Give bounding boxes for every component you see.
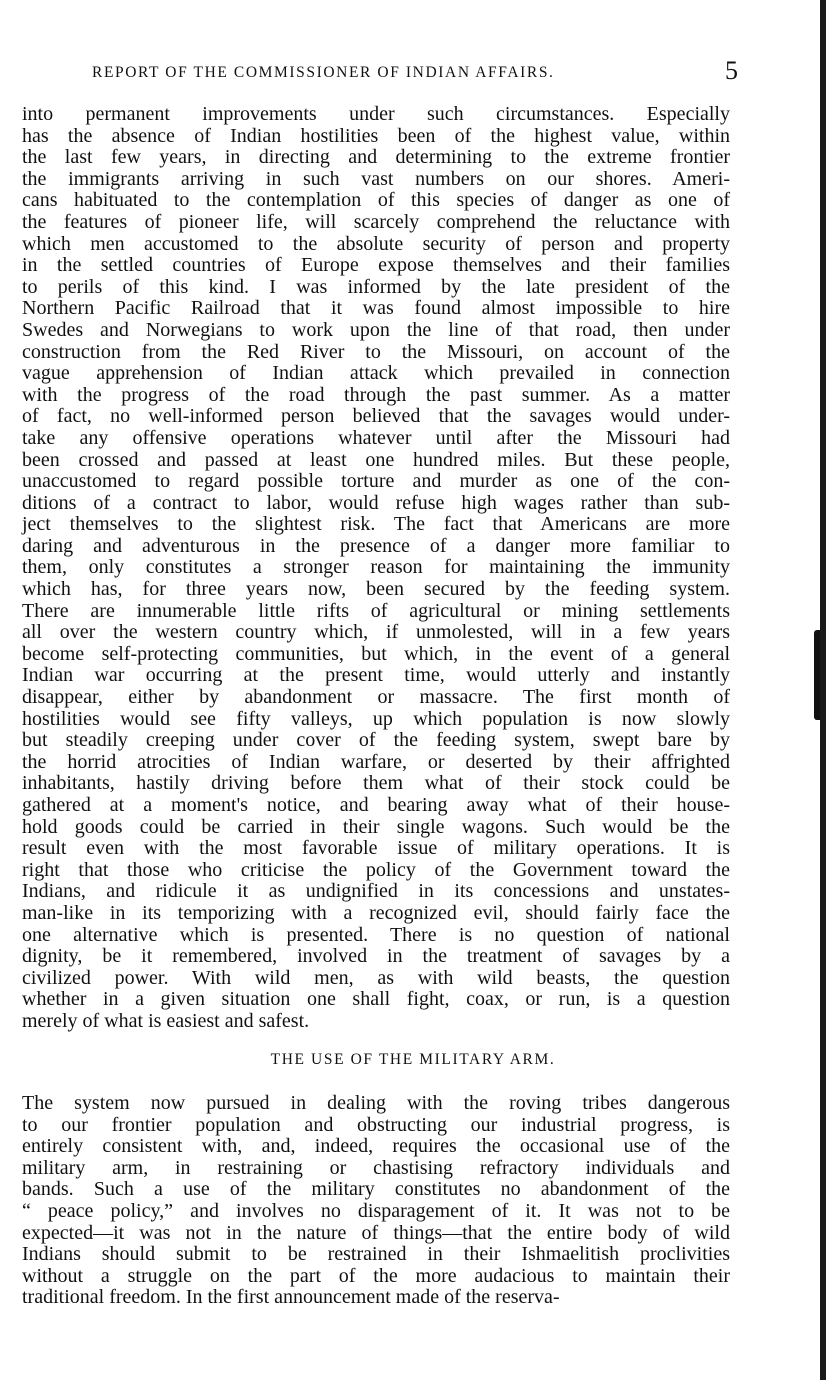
text-line: the last few years, in directing and determining to the extreme frontier <box>22 146 730 169</box>
page-header <box>92 56 738 90</box>
text-line: civilized power. With wild men, as with wild beasts, the question <box>22 966 730 989</box>
text-line: gathered at a moment's notice, and bearing away what of their house- <box>22 794 730 816</box>
text-line: The system now pursued in dealing with the roving tribes dangerous <box>22 1092 730 1114</box>
section-heading: THE USE OF THE MILITARY ARM. <box>270 1051 556 1068</box>
text-line: whether in a given situation one shall fight, coax, or run, is a question <box>22 988 730 1011</box>
text-line: Northern Pacific Railroad that it was found almost impossible to hire <box>22 297 730 320</box>
text-line: traditional freedom. In the first announcement made of the reserva- <box>22 1286 560 1309</box>
paragraph-1 <box>22 104 730 1033</box>
text-line: all over the western country which, if unmolested, will in a few years <box>22 621 730 644</box>
text-line: Swedes and Norwegians to work upon the line of that road, then under <box>22 318 730 341</box>
text-line: There are innumerable little rifts of agricultural or mining settlements <box>22 599 730 622</box>
text-line: into permanent improvements under such circumstances. Especially <box>22 103 730 125</box>
text-line: construction from the Red River to the Missouri, on account of the <box>22 340 730 363</box>
text-line: them, only constitutes a stronger reason for maintaining the immunity <box>22 556 730 579</box>
text-line: which men accustomed to the absolute security of person and property <box>22 232 730 255</box>
text-line: to perils of this kind. I was informed by the late president of the <box>22 275 730 298</box>
text-line: hold goods could be carried in their single wagons. Such would be the <box>22 815 730 838</box>
text-line: of fact, no well-informed person believed that the savages would under- <box>22 405 730 428</box>
paragraph-2 <box>22 1093 730 1309</box>
text-line: in the settled countries of Europe expose themselves and their families <box>22 254 730 277</box>
running-head: REPORT OF THE COMMISSIONER OF INDIAN AFFAIRS. <box>92 64 555 81</box>
text-line: Indians should submit to be restrained in their Ishmaelitish proclivities <box>22 1243 730 1266</box>
text-line: Indians, and ridicule it as undignified in its concessions and unstates- <box>22 880 730 903</box>
text-line: the horrid atrocities of Indian warfare, or deserted by their affrighted <box>22 750 730 773</box>
text-line: hostilities would see fifty valleys, up which population is now slowly <box>22 707 730 730</box>
text-line: military arm, in restraining or chastising refractory individuals and <box>22 1156 730 1179</box>
text-line: result even with the most favorable issue of military operations. It is <box>22 837 730 860</box>
text-line: with the progress of the road through the past summer. As a matter <box>22 383 730 406</box>
text-line: entirely consistent with, and, indeed, requires the occasional use of the <box>22 1135 730 1158</box>
text-line: right that those who criticise the policy of the Government toward the <box>22 858 730 881</box>
text-line: the immigrants arriving in such vast numbers on our shores. Ameri- <box>22 167 730 190</box>
text-line: unaccustomed to regard possible torture and murder as one of the con- <box>22 470 730 493</box>
page-number: 5 <box>725 56 738 85</box>
text-line: has the absence of Indian hostilities been of the highest value, within <box>22 124 730 147</box>
text-line: been crossed and passed at least one hundred miles. But these people, <box>22 448 730 471</box>
page-edge <box>820 0 826 1380</box>
text-line: merely of what is easiest and safest. <box>22 1009 310 1032</box>
text-line: to our frontier population and obstructing our industrial progress, is <box>22 1113 730 1136</box>
text-line: inhabitants, hastily driving before them what of their stock could be <box>22 772 730 795</box>
page-edge-mark <box>814 630 820 720</box>
text-line: the features of pioneer life, will scarcely comprehend the reluctance with <box>22 210 730 233</box>
text-line: vague apprehension of Indian attack which prevailed in connection <box>22 362 730 385</box>
text-line: expected—it was not in the nature of things—that the entire body of wild <box>22 1221 730 1244</box>
text-line: daring and adventurous in the presence of a danger more familiar to <box>22 534 730 557</box>
text-line: ditions of a contract to labor, would refuse high wages rather than sub- <box>22 491 730 514</box>
text-line: disappear, either by abandonment or massacre. The first month of <box>22 686 730 709</box>
text-line: one alternative which is presented. There is no question of national <box>22 923 730 946</box>
text-line: Indian war occurring at the present time, would utterly and instantly <box>22 664 730 687</box>
text-line: cans habituated to the contemplation of this species of danger as one of <box>22 189 730 212</box>
text-line: without a struggle on the part of the more audacious to maintain their <box>22 1264 730 1287</box>
text-line: ject themselves to the slightest risk. The fact that Americans are more <box>22 513 730 536</box>
text-line: bands. Such a use of the military constitutes no abandonment of the <box>22 1178 730 1201</box>
text-line: dignity, be it remembered, involved in the treatment of savages by a <box>22 945 730 968</box>
text-line: become self-protecting communities, but which, in the event of a general <box>22 642 730 665</box>
text-line: but steadily creeping under cover of the feeding system, swept bare by <box>22 729 730 752</box>
text-line: man-like in its temporizing with a recognized evil, should fairly face the <box>22 901 730 924</box>
text-line: take any offensive operations whatever until after the Missouri had <box>22 426 730 449</box>
text-line: which has, for three years now, been secured by the feeding system. <box>22 578 730 601</box>
text-line: “ peace policy,” and involves no disparagement of it. It was not to be <box>22 1199 730 1222</box>
